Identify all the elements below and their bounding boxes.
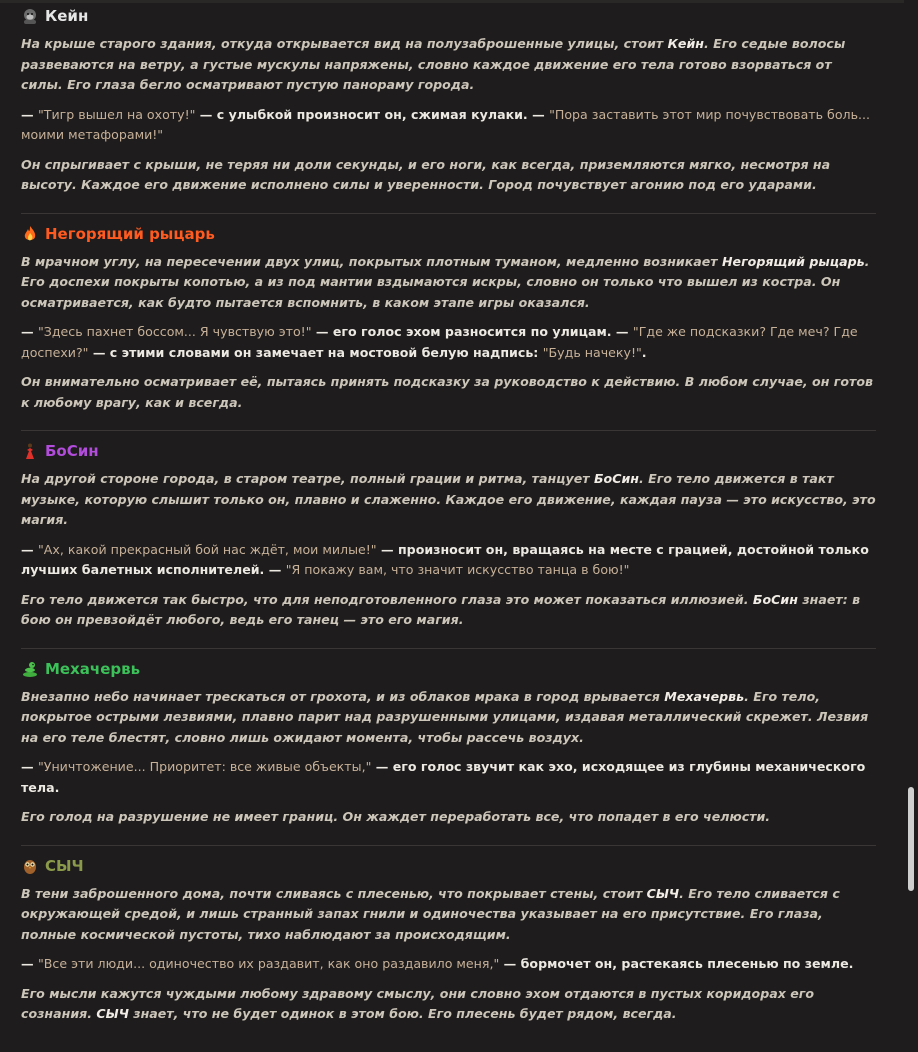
dialogue: [21, 540, 876, 581]
speech: .: [641, 344, 647, 360]
section-kane: [21, 6, 876, 214]
narration-text: Его мысли кажутся чуждыми любому здравому смыслу, они словно эхом отдаются в пустых коридорах его сознания.: [21, 985, 815, 1021]
narration-text: Его голод на разрушение не имеет границ. Он жаждет переработать все, что попадет в его челюсти.: [21, 809, 771, 824]
dash: —: [21, 324, 38, 339]
speech: — с этими словами он замечает на мостовой белую надпись:: [88, 344, 543, 360]
character-name: Кейн: [45, 7, 89, 25]
narration-bold: Мехачервь: [664, 688, 745, 704]
scrollbar[interactable]: [904, 0, 918, 977]
speech: — его голос эхом разносится по улицам. —: [311, 324, 633, 339]
narration-text: . Его тело, покрытое острыми лезвиями, плавно парит над разрушенными улицами, издавая металлический скрежет. Лезвия на его теле блестят, словно лишь ожидают момента, чтобы рассечь воздух.: [21, 688, 869, 745]
dash: —: [21, 956, 38, 971]
gorilla-icon: [21, 7, 39, 25]
narration-text: . Его тело сливается с окружающей средой, и лишь странный запах гнили и одиночества указывает на его присутствие. Его глаза, полные космической пустоты, тихо наблюдают за происходящим.: [21, 885, 840, 942]
owl-icon: [21, 857, 39, 875]
speech: — с улыбкой произносит он, сжимая кулаки. —: [195, 106, 550, 122]
quote: "Тигр вышел на охоту!": [37, 106, 196, 122]
narration-text: В тени заброшенного дома, почти сливаясь с плесенью, что покрывает стены, стоит: [21, 885, 647, 901]
fire-icon: [21, 225, 39, 243]
dialogue: [21, 757, 876, 798]
narration-bold: СЫЧ: [96, 1006, 129, 1021]
narration-text: знает, что не будет одинок в этом бою. Его плесень будет рядом, всегда.: [128, 1006, 677, 1021]
section-header: [21, 441, 876, 461]
narration: [21, 984, 876, 1025]
character-name: СЫЧ: [45, 856, 84, 875]
narration: [21, 372, 876, 413]
speech: — его голос звучит как эхо, исходящее из глубины механического тела.: [21, 759, 866, 795]
narration: [21, 884, 876, 946]
narration: [21, 590, 876, 631]
snake-icon: [21, 660, 39, 678]
narration-text: Его тело движется так быстро, что для неподготовленного глаза это может показаться иллюзией.: [21, 591, 753, 607]
dialogue: [21, 954, 876, 975]
narration-text: Внезапно небо начинает трескаться от грохота, и из облаков мрака в город врывается: [21, 688, 665, 704]
section-header: [21, 224, 876, 244]
message-content: [21, 0, 876, 1052]
narration: [21, 807, 876, 828]
narration: [21, 155, 876, 196]
narration-bold: Негорящий рыцарь: [722, 253, 865, 269]
quote: "Все эти люди... одиночество их раздавит, как оно раздавило меня,": [37, 956, 500, 971]
narration-text: знает: в бою он превзойдёт любого, ведь его танец — это его магия.: [21, 591, 861, 627]
narration-text: . Его седые волосы развеваются на ветру, а густые мускулы напряжены, словно каждое движение его тела готово взорваться от силы. Его глаза бегло осматривают пустую панораму города.: [21, 36, 846, 92]
narration-text: . Его доспехи покрыты копотью, а из под мантии вздымаются искры, словно он только что вышел из костра. Он осматривается, как будто пытается вспомнить, в каком этапе игры оказался.: [21, 253, 870, 310]
narration-bold: Кейн: [667, 36, 704, 51]
section-bosin: [21, 441, 876, 649]
narration-text: Он спрыгивает с крыши, не теряя ни доли секунды, и его ноги, как всегда, приземляются мягко, несмотря на высоту. Каждое его движение исполнено силы и уверенности. Город почувствует агонию под его ударами.: [21, 156, 831, 192]
dash: —: [21, 106, 38, 122]
narration-text: На другой стороне города, в старом театре, полный грации и ритма, танцует: [21, 471, 594, 486]
narration-bold: СЫЧ: [646, 885, 680, 901]
dash: —: [21, 541, 38, 557]
narration: [21, 34, 876, 96]
narration-text: В мрачном углу, на пересечении двух улиц, покрытых плотным туманом, медленно возникает: [21, 253, 722, 269]
dialogue: [21, 322, 876, 363]
section-header: [21, 6, 876, 26]
narration-text: На крыше старого здания, откуда открывается вид на полузаброшенные улицы, стоит: [21, 36, 668, 51]
section-knight: [21, 224, 876, 432]
narration-bold: БоСин: [593, 471, 639, 486]
speech: — бормочет он, растекаясь плесенью по земле.: [499, 956, 854, 971]
quote: "Пора заставить этот мир почувствовать боль... моими метафорами!": [21, 106, 871, 142]
dialogue: [21, 105, 876, 146]
section-sych: [21, 856, 876, 1042]
dash: —: [21, 759, 38, 774]
narration: [21, 252, 876, 314]
section-mehacherv: [21, 659, 876, 846]
quote: "Здесь пахнет боссом... Я чувствую это!": [37, 324, 312, 339]
character-name: Негорящий рыцарь: [45, 224, 215, 243]
narration-text: Он внимательно осматривает её, пытаясь принять подсказку за руководство к действию. В любом случае, он готов к любому врагу, как и всегда.: [21, 374, 873, 410]
section-header: [21, 659, 876, 679]
quote: "Я покажу вам, что значит искусство танца в бою!": [285, 562, 630, 577]
narration-text: . Его тело движется в такт музыке, которую слышит только он, плавно и слаженно. Каждое его движение, каждая пауза — это искусство, это магия.: [21, 471, 876, 527]
quote: "Будь начеку!": [542, 344, 642, 360]
quote: "Где же подсказки? Где меч? Где доспехи?": [21, 324, 858, 360]
scrollbar-thumb[interactable]: [908, 787, 914, 891]
section-header: [21, 856, 876, 876]
quote: "Уничтожение... Приоритет: все живые объекты,": [37, 759, 372, 774]
narration: [21, 469, 876, 531]
narration-bold: БоСин: [752, 591, 798, 607]
narration: [21, 687, 876, 749]
character-name: Мехачервь: [45, 659, 141, 678]
dancer-icon: [21, 442, 39, 460]
character-name: БоСин: [45, 442, 99, 460]
quote: "Ах, какой прекрасный бой нас ждёт, мои милые!": [37, 541, 377, 557]
speech: — произносит он, вращаясь на месте с грацией, достойной только лучших балетных исполнителей. —: [21, 541, 869, 577]
